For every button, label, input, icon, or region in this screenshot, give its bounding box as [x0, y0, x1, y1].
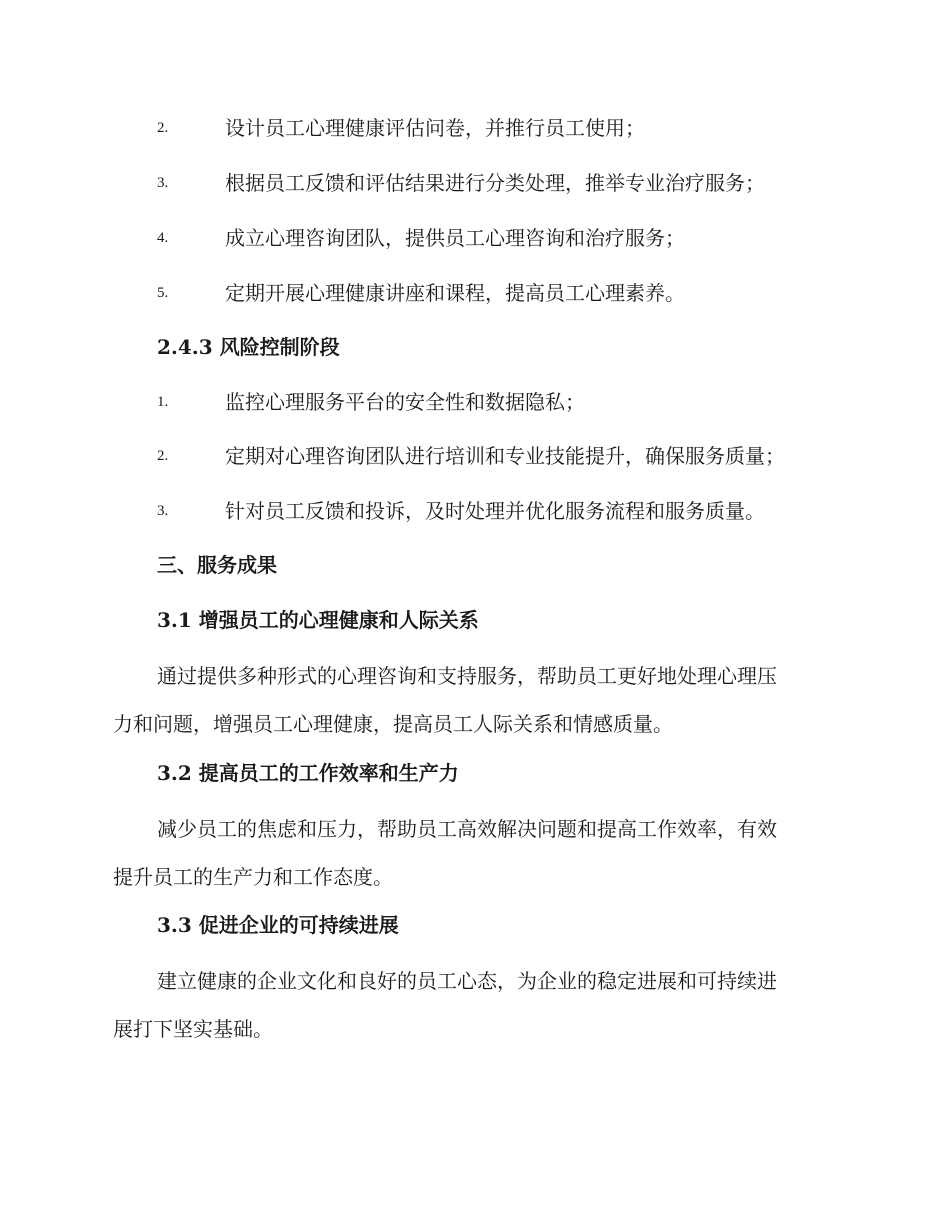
list-item-number: 4. [157, 230, 169, 246]
paragraph-3-2 [113, 805, 837, 901]
paragraph-3-1 [113, 652, 837, 748]
paragraph-line: 通过提供多种形式的心理咨询和支持服务，帮助员工更好地处理心理压 [157, 664, 777, 688]
list-item-text: 根据员工反馈和评估结果进行分类处理，推举专业治疗服务； [225, 171, 765, 195]
paragraph-line: 力和问题，增强员工心理健康，提高员工人际关系和情感质量。 [113, 712, 673, 736]
paragraph-line: 展打下坚实基础。 [113, 1017, 273, 1041]
list-item-number: 2. [157, 120, 169, 136]
subsection-heading-3-3: 3.3 促进企业的可持续进展 [157, 913, 399, 937]
list-item [0, 278, 950, 308]
list-item [0, 496, 950, 526]
list-item-text: 定期开展心理健康讲座和课程，提高员工心理素养。 [225, 281, 685, 305]
section-heading-3: 三、服务成果 [157, 553, 277, 577]
list-item-number: 1. [157, 394, 169, 410]
list-item [0, 223, 950, 253]
list-item-text: 监控心理服务平台的安全性和数据隐私； [225, 390, 585, 414]
list-item-text: 针对员工反馈和投诉，及时处理并优化服务流程和服务质量。 [225, 499, 765, 523]
list-item [0, 387, 950, 417]
paragraph-line: 建立健康的企业文化和良好的员工心态，为企业的稳定进展和可持续进 [157, 969, 777, 993]
list-item-number: 3. [157, 503, 169, 519]
subsection-heading-3-2: 3.2 提高员工的工作效率和生产力 [157, 761, 459, 785]
list-item-text: 定期对心理咨询团队进行培训和专业技能提升，确保服务质量； [225, 444, 785, 468]
subsection-heading-3-1: 3.1 增强员工的心理健康和人际关系 [157, 608, 479, 632]
list-item-number: 3. [157, 175, 169, 191]
section-heading-2-4-3: 2.4.3 风险控制阶段 [157, 335, 340, 359]
list-item-text: 成立心理咨询团队，提供员工心理咨询和治疗服务； [225, 226, 685, 250]
list-item [0, 441, 950, 471]
list-item [0, 168, 950, 198]
paragraph-3-3 [113, 957, 837, 1053]
list-item [0, 113, 950, 143]
list-item-number: 2. [157, 448, 169, 464]
paragraph-line: 提升员工的生产力和工作态度。 [113, 865, 393, 889]
list-item-text: 设计员工心理健康评估问卷，并推行员工使用； [225, 116, 645, 140]
paragraph-line: 减少员工的焦虑和压力，帮助员工高效解决问题和提高工作效率，有效 [157, 817, 777, 841]
list-item-number: 5. [157, 285, 169, 301]
